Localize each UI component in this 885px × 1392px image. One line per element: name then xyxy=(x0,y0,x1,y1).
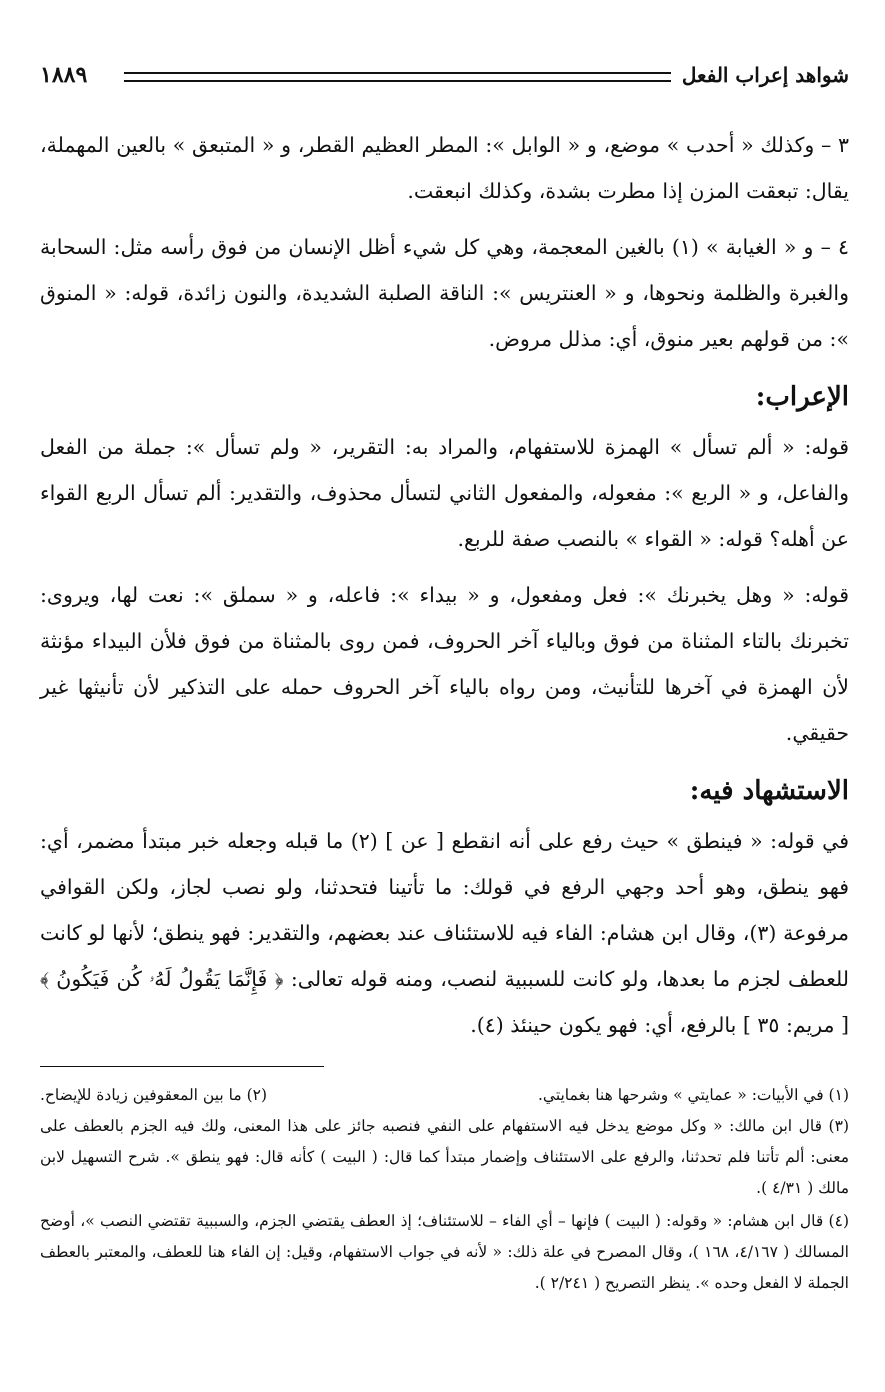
heading-istishhad: الاستشهاد فيه: xyxy=(689,776,849,806)
footnote-1: (١) في الأبيات: « عمايتي » وشرحها هنا بغمايتي. xyxy=(537,1086,849,1104)
footnote-row xyxy=(40,1080,849,1111)
page-header xyxy=(40,60,849,94)
footnotes xyxy=(40,1080,849,1301)
main-text xyxy=(40,122,849,1058)
istishhad-paragraph: في قوله: « فينطق » حيث رفع على أنه انقطع [ عن ] (٢) ما قبله وجعله خبر مبتدأ مضمر، أي: فهو ينطق، وهو أحد وجهي الرفع في قولك: ما تأتينا فتحدثنا، ولو نصب لجاز، ولكن القوافي مرفوعة (٣)، وقال ابن هشام: الفاء فيه للاستئناف عند بعضهم، والتقدير: فهو ينطق؛ لأنها لو كانت للعطف لجزم ما بعدها، ولو كانت للسببية لنصب، ومنه قوله تعالى: ﴿ فَإِنَّمَا يَقُولُ لَهُۥ كُن فَيَكُونُ ﴾ [ مريم: ٣٥ ] بالرفع، أي: فهو يكون حينئذ (٤). xyxy=(40,829,849,1037)
footnote-4: (٤) قال ابن هشام: « وقوله: ( البيت ) فإنها – أي الفاء – للاستئناف؛ إذ العطف يقتضي الجزم، والسببية تقتضي النصب »، أوضح المسالك ( ٤/١٦٧، ١٦٨ )، وقال المصرح في علة ذلك: « لأنه في جواب الاستفهام، وقيل: إن الفاء هنا للعطف، والمعتبر بالعطف الجملة لا الفعل وحده ». ينظر التصريح ( ٢/٢٤١ ). xyxy=(40,1212,849,1292)
page-number: ١٨٨٩ xyxy=(40,62,88,88)
heading-irab: الإعراب: xyxy=(755,382,849,412)
footnote-3: (٣) قال ابن مالك: « وكل موضع يدخل فيه الاستفهام على النفي فنصبه جائز على هذا المعنى، ولك فيه الجزم بالعطف على معنى: ألم تأتنا فلم تحدثنا، والرفع على الاستئناف وإضمار مبتدأ كما قال: ( البيت ) كأنه قال: فهو ينطق ». شرح التسهيل لابن مالك ( ٤/٣١ ). xyxy=(40,1117,849,1197)
footnote-2: (٢) ما بين المعقوفين زيادة للإيضاح. xyxy=(40,1086,268,1104)
book-page xyxy=(40,0,849,1392)
footnote-separator xyxy=(40,1066,324,1067)
header-rule xyxy=(124,72,671,82)
paragraph-verse-3: ٣ – وكذلك « أحدب » موضع، و « الوابل »: المطر العظيم القطر، و « المتبعق » بالعين المهملة، يقال: تبعقت المزن إذا مطرت بشدة، وكذلك انبعقت. xyxy=(40,133,849,203)
irab-paragraph-1: قوله: « ألم تسأل » الهمزة للاستفهام، والمراد به: التقرير، « ولم تسأل »: جملة من الفعل والفاعل، و « الربع »: مفعوله، والمفعول الثاني لتسأل محذوف، والتقدير: ألم تسأل الربع القواء عن أهله؟ قوله: « القواء » بالنصب صفة للربع. xyxy=(40,435,849,551)
paragraph-verse-4: ٤ – و « الغيابة » (١) بالغين المعجمة، وهي كل شيء أظل الإنسان من فوق رأسه مثل: السحابة والغبرة والظلمة ونحوها، و « العنتريس »: الناقة الصلبة الشديدة، والنون زائدة، قوله: « المنوق »: من قولهم بعير منوق، أي: مذلل مروض. xyxy=(40,235,850,351)
running-title: شواهد إعراب الفعل xyxy=(681,63,849,87)
irab-paragraph-2: قوله: « وهل يخبرنك »: فعل ومفعول، و « بيداء »: فاعله، و « سملق »: نعت لها، ويروى: تخبرنك بالتاء المثناة من فوق وبالياء آخر الحروف، فمن روى بالمثناة من فوق فلأن البيداء مؤنثة لأن الهمزة في آخرها للتأنيث، ومن رواه بالياء آخر الحروف حمله على التذكير لأن تأنيثها غير حقيقي. xyxy=(40,583,849,745)
